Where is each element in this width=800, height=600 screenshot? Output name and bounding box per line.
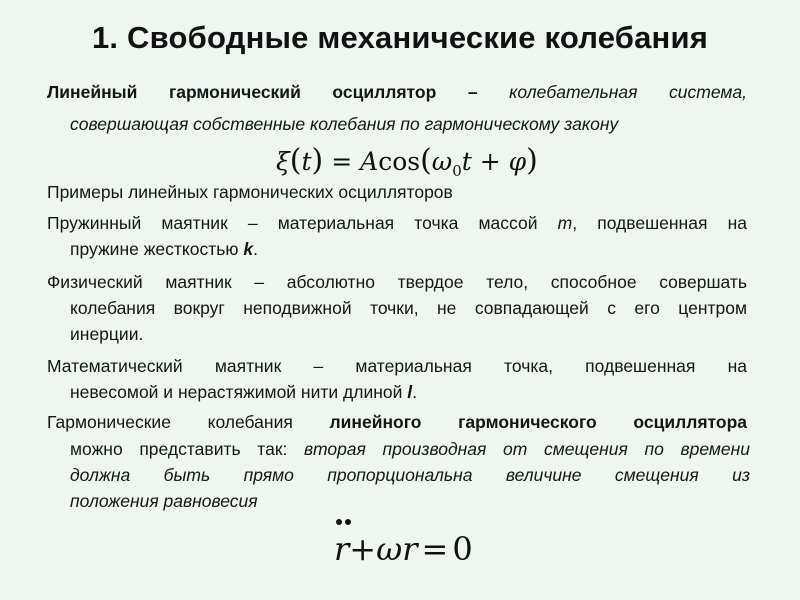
formula-lparen: ( — [289, 143, 302, 178]
eq-omega: ω — [376, 530, 403, 568]
definition-line-1 — [47, 79, 747, 105]
formula-omega: ω — [431, 147, 453, 176]
harmonic-text-bold: линейного гармонического осциллятора — [329, 412, 747, 432]
eq-plus: + — [349, 530, 377, 568]
formula-rparen2: ) — [526, 143, 538, 178]
second-derivative-dots — [336, 519, 356, 527]
harmonic-text-b: можно представить так: — [70, 439, 288, 459]
eq-eq: = — [421, 530, 449, 568]
spring-k-symbol: k — [243, 239, 254, 259]
formula-xi: ξ — [276, 147, 290, 176]
harmonic-line-1 — [47, 409, 747, 435]
mathematical-text-a: невесомой и нерастяжимой нити длиной — [70, 382, 403, 402]
mathematical-l-symbol: l — [407, 382, 413, 402]
eq-r2: r — [402, 530, 418, 568]
spring-mass-symbol: m — [557, 213, 573, 233]
spring-text-d: . — [253, 239, 258, 259]
formula-plus: + — [479, 147, 501, 176]
physical-line-1: Физический маятник – абсолютно твердое тело, способное совершать — [47, 272, 747, 292]
physical-line-2: колебания вокруг неподвижной точки, не совпадающей с его центром — [70, 298, 747, 318]
spring-line-1 — [47, 210, 747, 236]
oscillator-equation — [334, 530, 473, 568]
formula-phi: φ — [508, 147, 527, 176]
eq-r: r — [334, 530, 350, 568]
eq-zero: 0 — [452, 530, 473, 568]
physical-line-3: инерции. — [70, 324, 144, 344]
harmonic-text-a: Гармонические колебания — [47, 412, 293, 432]
spring-text-c: пружине жесткостью — [70, 239, 239, 259]
formula-rparen: ) — [311, 143, 324, 178]
spring-text-b: , подвешенная на — [572, 213, 747, 233]
formula-t2: t — [461, 147, 472, 176]
spring-text-a: Пружинный маятник – материальная точка массой — [47, 213, 538, 233]
mathematical-text-b: . — [412, 382, 418, 402]
spring-line-2 — [70, 236, 750, 262]
harmonic-line-4: положения равновесия — [70, 491, 258, 511]
harmonic-law-formula — [276, 143, 538, 180]
definition-line-2: совершающая собственные колебания по гармоническому закону — [70, 114, 619, 134]
formula-t: t — [301, 147, 312, 176]
mathematical-line-1: Математический маятник – материальная точка, подвешенная на — [47, 356, 747, 376]
slide-title: 1. Свободные механические колебания — [91, 20, 708, 55]
examples-heading: Примеры линейных гармонических осцилляторов — [47, 182, 453, 202]
definition-text-1: колебательная система, — [509, 82, 747, 102]
harmonic-line-3: должна быть прямо пропорциональна величине смещения из — [70, 465, 750, 485]
formula-A: A — [360, 147, 379, 176]
formula-cos: cos — [378, 147, 421, 176]
formula-sub0: 0 — [452, 162, 462, 180]
formula-eq: = — [331, 147, 353, 176]
mathematical-line-2 — [70, 379, 747, 405]
harmonic-text-c: вторая производная от смещения по времени — [304, 439, 750, 459]
harmonic-line-2 — [70, 436, 750, 462]
formula-lparen2: ( — [420, 143, 432, 178]
definition-term: Линейный гармонический осциллятор – — [47, 82, 478, 102]
